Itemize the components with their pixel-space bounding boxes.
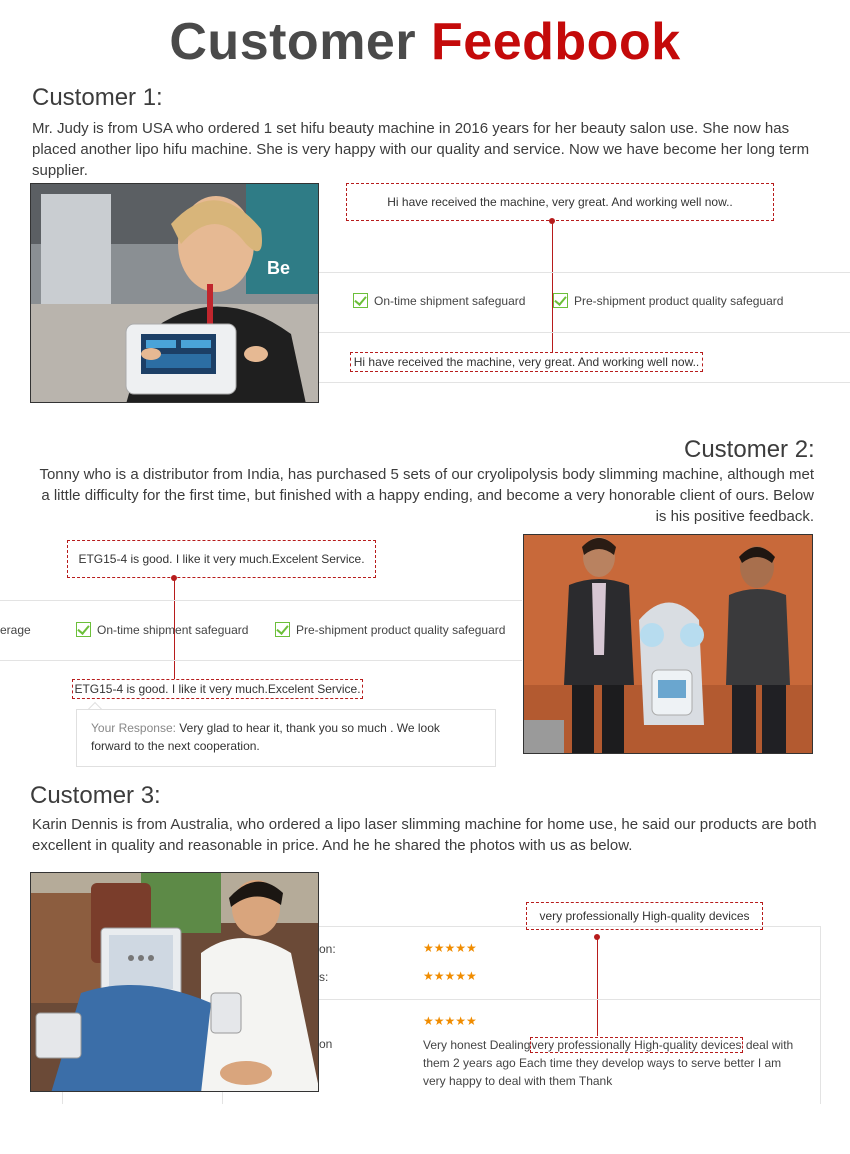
customer1-guard-quality [553,293,783,308]
check-icon [275,622,290,637]
customer1-divider-bottom [319,382,850,383]
customer2-heading: Customer 2: [684,436,815,463]
customer2-guard2-label: Pre-shipment product quality safeguard [296,622,506,637]
customer2-guard1-label: On-time shipment safeguard [97,622,249,637]
response-text: Very glad to hear it, thank you so much . We look forward to the next cooperation. [91,721,440,753]
check-icon [353,293,368,308]
customer1-review: Hi have received the machine, very great. And working well now.. [350,352,703,372]
customer3-connector-line [597,937,598,1036]
customer3-table-left [62,1092,63,1104]
customer3-row3-label: on [319,1037,333,1051]
review-before: Very honest Dealing [423,1038,531,1052]
customer3-photo [30,872,319,1092]
customer1-guard1-label: On-time shipment safeguard [374,293,526,308]
customer2-guard-quality [275,622,505,637]
customer2-callout: ETG15-4 is good. I like it very much.Excelent Service. [67,540,376,578]
customer3-table-top [319,926,820,927]
review-after: deal with them 2 years ago Each time they develop ways to serve better I am very happy to deal with them Thank [423,1038,794,1088]
title-part1: Customer [169,13,417,71]
review-highlight: very professionally High-quality devices [531,1038,742,1052]
customer3-review-text [423,1036,801,1090]
customer1-callout: Hi have received the machine, very great. And working well now.. [346,183,774,221]
customer2-guard-shipment [76,622,248,637]
customer3-table-mid [319,999,820,1000]
check-icon [76,622,91,637]
customer1-description: Mr. Judy is from USA who ordered 1 set hifu beauty machine in 2016 years for her beauty salon use. She now has placed another lipo hifu machine. She is very happy with our quality and service. Now we have become her long term supplier. [32,120,810,179]
customer1-guard2-label: Pre-shipment product quality safeguard [574,293,784,308]
response-label: Your Response: [91,721,176,735]
customer1-photo-image [31,184,319,403]
customer3-callout: very professionally High-quality devices [526,902,763,930]
customer2-photo [523,534,813,754]
customer2-response-box [76,709,496,767]
customer2-photo-image [524,535,813,754]
check-icon [553,293,568,308]
customer2-partial-label: erage [0,623,31,637]
customer1-photo [30,183,319,403]
customer3-rating-1: ★★★★★ [423,941,477,955]
banner-text: Be [267,258,291,278]
customer2-review: ETG15-4 is good. I like it very much.Excelent Service. [72,679,363,699]
customer1-guard-shipment [353,293,525,308]
customer1-heading: Customer 1: [32,84,163,111]
customer3-description: Karin Dennis is from Australia, who ordered a lipo laser slimming machine for home use, he said our products are both excellent in quality and reasonable in price. And he he shared the photos with us as below. [32,816,817,854]
customer1-divider-mid [319,332,850,333]
customer3-table-right [820,926,821,1104]
customer1-divider-top [319,272,850,273]
customer2-divider-top [0,600,522,601]
customer3-heading: Customer 3: [30,782,161,809]
customer2-divider-mid [0,660,522,661]
customer3-photo-image [31,873,319,1092]
customer3-rating-3: ★★★★★ [423,1014,477,1028]
customer3-table-divider [222,1092,223,1104]
customer3-row2-label: s: [319,970,329,984]
customer3-rating-2: ★★★★★ [423,969,477,983]
customer3-row1-label: on: [319,942,336,956]
title-part2: Feedbook [431,13,681,71]
customer2-description: Tonny who is a distributor from India, has purchased 5 sets of our cryolipolysis body slimming machine, although met a little difficulty for the first time, but finished with a happy ending, and become a very honorable client of ours. Below is his positive feedback. [39,466,814,525]
page-title [0,12,850,72]
